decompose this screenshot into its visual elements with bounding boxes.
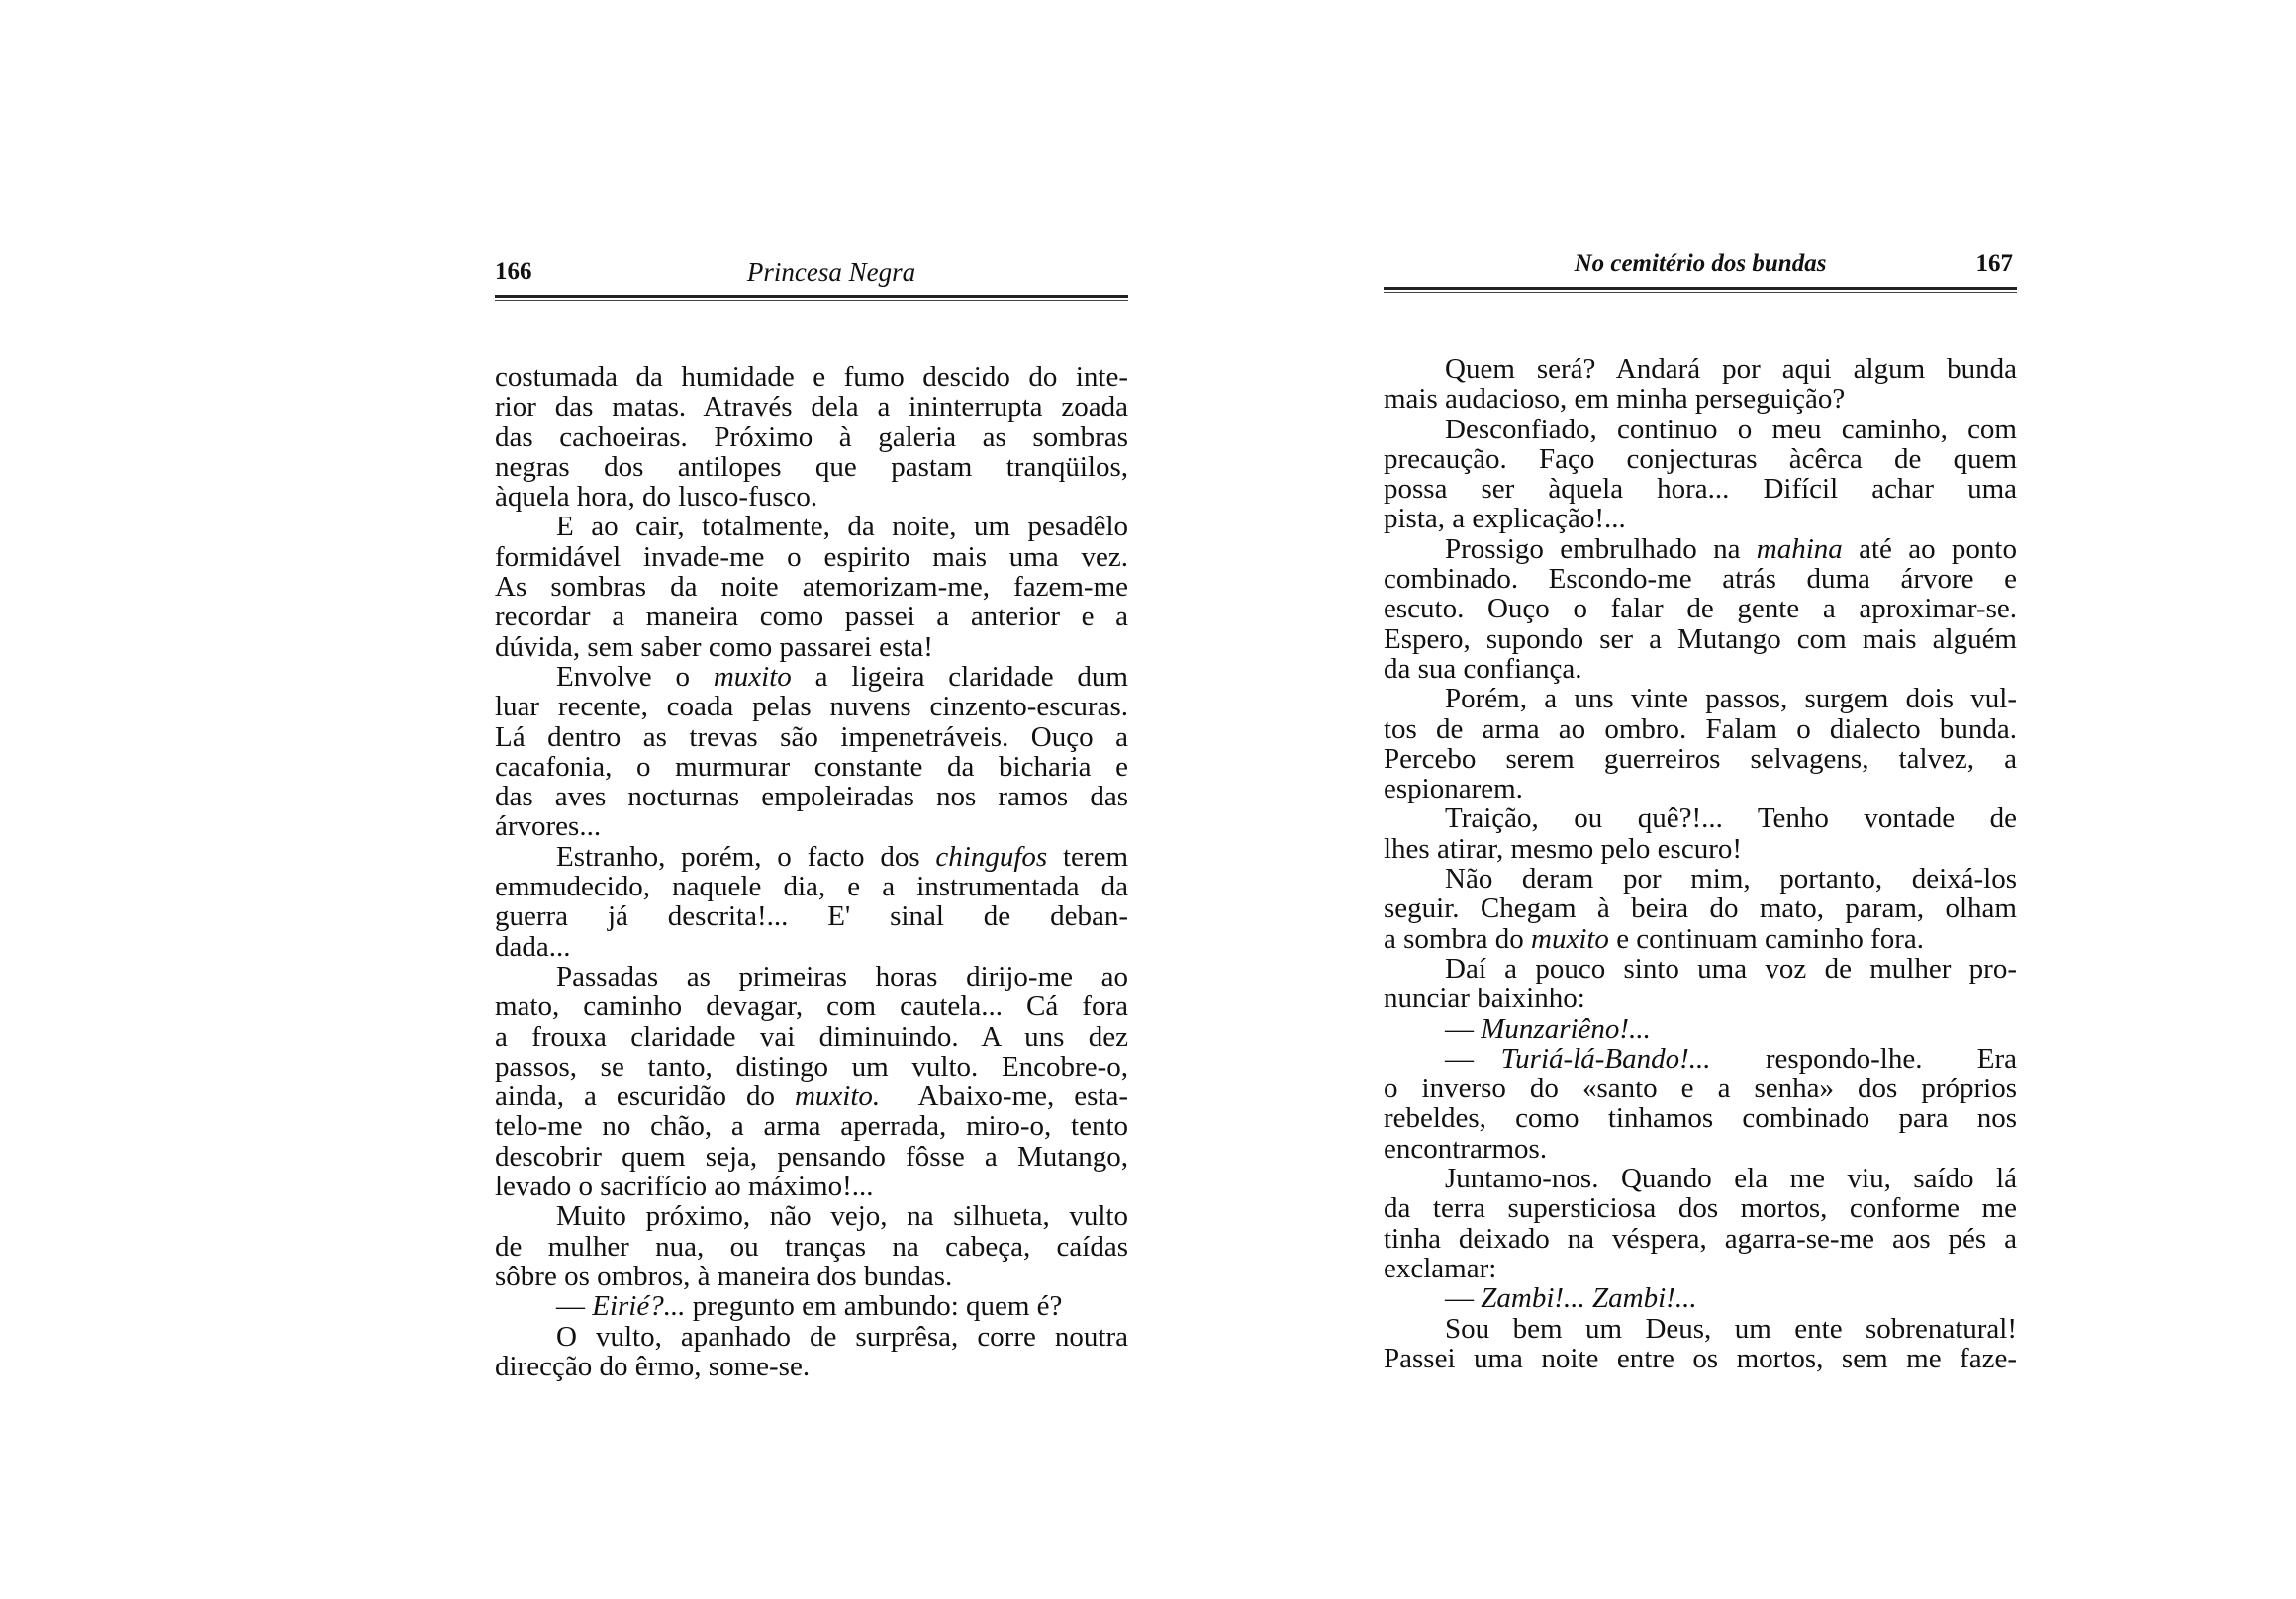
page-number: 166 (495, 258, 532, 285)
text-line: direcção do êrmo, some-se. (495, 1350, 811, 1382)
text-segment: a ligeira claridade dum (791, 660, 1128, 693)
text-line (1384, 1283, 2017, 1313)
text-line: da terra supersticiosa dos mortos, conforme me (1384, 1192, 2017, 1225)
italic-term: Munzariêno!... (1481, 1012, 1651, 1045)
text-line (1384, 1014, 2017, 1044)
text-segment: pregunto em ambundo: quem é? (685, 1290, 1063, 1323)
text-line: lhes atirar, mesmo pelo escuro! (1384, 832, 1743, 865)
page-body (1384, 354, 2017, 1373)
text-line (1384, 1044, 2017, 1074)
text-line: negras dos antilopes que pastam tranqüilos, (495, 450, 1128, 483)
italic-term: muxito (713, 660, 792, 693)
text-line: Não deram por mim, portanto, deixá-los (1445, 863, 2017, 895)
italic-term: chingufos (935, 840, 1048, 873)
text-line: formidável invade-me o espirito mais uma vez. (495, 540, 1128, 573)
page-number: 167 (1975, 250, 2013, 277)
text-line (495, 1291, 1128, 1321)
page-header (495, 255, 1128, 289)
running-head: No cemitério dos bundas (1574, 250, 1827, 277)
text-line: mais audacioso, em minha perseguição? (1384, 383, 1846, 416)
italic-term: Eirié?... (592, 1290, 686, 1323)
text-line: passos, se tanto, distingo um vulto. Encobre-o, (495, 1050, 1128, 1082)
text-line: Porém, a uns vinte passos, surgem dois vul- (1445, 683, 2017, 715)
text-line: tos de arma ao ombro. Falam o dialecto bunda. (1384, 712, 2017, 745)
text-line: possa ser àquela hora... Difícil achar uma (1384, 473, 2017, 506)
text-line: levado o sacrifício ao máximo!... (495, 1171, 874, 1203)
text-segment: — (1445, 1282, 1482, 1315)
text-line: àquela hora, do lusco-fusco. (495, 481, 818, 514)
running-head: Princesa Negra (746, 257, 916, 287)
page-body (495, 362, 1128, 1381)
text-line: cacafonia, o murmurar constante da bicharia e (495, 750, 1128, 783)
text-segment: e continuam caminho fora. (1608, 922, 1925, 955)
header-rule (495, 295, 1128, 301)
text-line: costumada da humidade e fumo descido do inte- (495, 361, 1128, 393)
text-line: As sombras da noite atemorizam-me, fazem-me (495, 571, 1128, 604)
text-line: emmudecido, naquele dia, e a instrumentada da (495, 871, 1128, 903)
text-line: Lá dentro as trevas são impenetráveis. Ouço a (495, 720, 1128, 753)
text-line: Juntamo-nos. Quando ela me viu, saído lá (1445, 1163, 2017, 1195)
left-page (495, 255, 1128, 1381)
text-segment: Estranho, porém, o facto dos (556, 840, 936, 873)
text-line: dúvida, sem saber como passarei esta! (495, 630, 933, 663)
text-segment: ainda, a escuridão do (495, 1081, 795, 1113)
header-rule (1384, 287, 2017, 293)
text-segment: — (1445, 1012, 1482, 1045)
text-line: das cachoeiras. Próximo à galeria as sombras (495, 421, 1128, 453)
italic-term: Zambi!... Zambi!... (1481, 1282, 1697, 1315)
text-line: O vulto, apanhado de surprêsa, corre noutra (556, 1320, 1128, 1353)
text-line: combinado. Escondo-me atrás duma árvore e (1384, 563, 2017, 596)
text-line: mato, caminho devagar, com cautela... Cá fora (495, 990, 1128, 1023)
text-line: Sou bem um Deus, um ente sobrenatural! (1445, 1312, 2017, 1345)
text-segment: respondo-lhe. Era (1710, 1042, 2017, 1075)
text-line (1384, 924, 2017, 954)
italic-term: muxito (1531, 922, 1609, 955)
text-line: Espero, supondo ser a Mutango com mais alguém (1384, 622, 2017, 655)
text-line: tinha deixado na véspera, agarra-se-me aos pés a (1384, 1222, 2017, 1255)
text-line: exclamar: (1384, 1252, 1497, 1284)
text-line: escuto. Ouço o falar de gente a aproximar-se. (1384, 593, 2017, 625)
page-header (1384, 247, 2017, 281)
text-line: Muito próximo, não vejo, na silhueta, vulto (556, 1200, 1128, 1233)
text-line: E ao cair, totalmente, da noite, um pesadêlo (556, 511, 1128, 543)
text-line (495, 1082, 1128, 1111)
text-line: recordar a maneira como passei a anterior e a (495, 601, 1128, 633)
text-segment: — (556, 1290, 593, 1323)
text-line: Percebo serem guerreiros selvagens, talvez, a (1384, 742, 2017, 775)
italic-term: muxito. (794, 1081, 881, 1113)
text-line: das aves nocturnas empoleiradas nos ramos das (495, 781, 1128, 813)
text-segment: a sombra do (1384, 922, 1531, 955)
text-line: luar recente, coada pelas nuvens cinzento-escuras. (495, 691, 1128, 723)
text-line: rior das matas. Através dela a ininterrupta zoada (495, 391, 1128, 423)
text-segment: Abaixo-me, esta- (880, 1081, 1128, 1113)
text-line: dada... (495, 930, 571, 963)
text-segment: até ao ponto (1842, 532, 2017, 565)
text-line: árvores... (495, 810, 602, 843)
text-line: o inverso do «santo e a senha» dos próprios (1384, 1073, 2017, 1105)
text-line: da sua confiança. (1384, 652, 1582, 685)
text-line (495, 842, 1128, 872)
text-line: encontrarmos. (1384, 1132, 1548, 1165)
text-segment: Envolve o (556, 660, 714, 693)
text-line (1384, 534, 2017, 564)
italic-term: mahina (1756, 532, 1843, 565)
text-line: seguir. Chegam à beira do mato, param, olham (1384, 893, 2017, 925)
text-line: Passadas as primeiras horas dirijo-me ao (556, 960, 1128, 992)
text-line: espionarem. (1384, 773, 1523, 805)
text-line: Passei uma noite entre os mortos, sem me faze- (1384, 1342, 2017, 1374)
text-line: descobrir quem seja, pensando fôsse a Mutango, (495, 1140, 1128, 1173)
text-line: Quem será? Andará por aqui algum bunda (1445, 353, 2017, 385)
text-line: precaução. Faço conjecturas àcêrca de quem (1384, 442, 2017, 475)
text-line: Daí a pouco sinto uma voz de mulher pro- (1445, 952, 2017, 985)
text-line: telo-me no chão, a arma aperrada, miro-o, tento (495, 1110, 1128, 1143)
text-line: a frouxa claridade vai diminuindo. A uns dez (495, 1020, 1128, 1053)
italic-term: Turiá-lá-Bando!... (1500, 1042, 1711, 1075)
text-segment: — (1445, 1042, 1501, 1075)
text-segment: Prossigo embrulhado na (1445, 532, 1757, 565)
text-line: guerra já descrita!... E' sinal de deban- (495, 900, 1128, 933)
right-page (1384, 247, 2017, 1373)
text-line: de mulher nua, ou tranças na cabeça, caídas (495, 1230, 1128, 1263)
text-segment: terem (1047, 840, 1128, 873)
text-line: sôbre os ombros, à maneira dos bundas. (495, 1260, 953, 1292)
text-line: nunciar baixinho: (1384, 983, 1585, 1015)
text-line (495, 662, 1128, 692)
text-line: rebeldes, como tinhamos combinado para nos (1384, 1102, 2017, 1135)
text-line: Desconfiado, continuo o meu caminho, com (1445, 413, 2017, 445)
text-line: pista, a explicação!... (1384, 503, 1626, 535)
text-line: Traição, ou quê?!... Tenho vontade de (1445, 802, 2017, 835)
